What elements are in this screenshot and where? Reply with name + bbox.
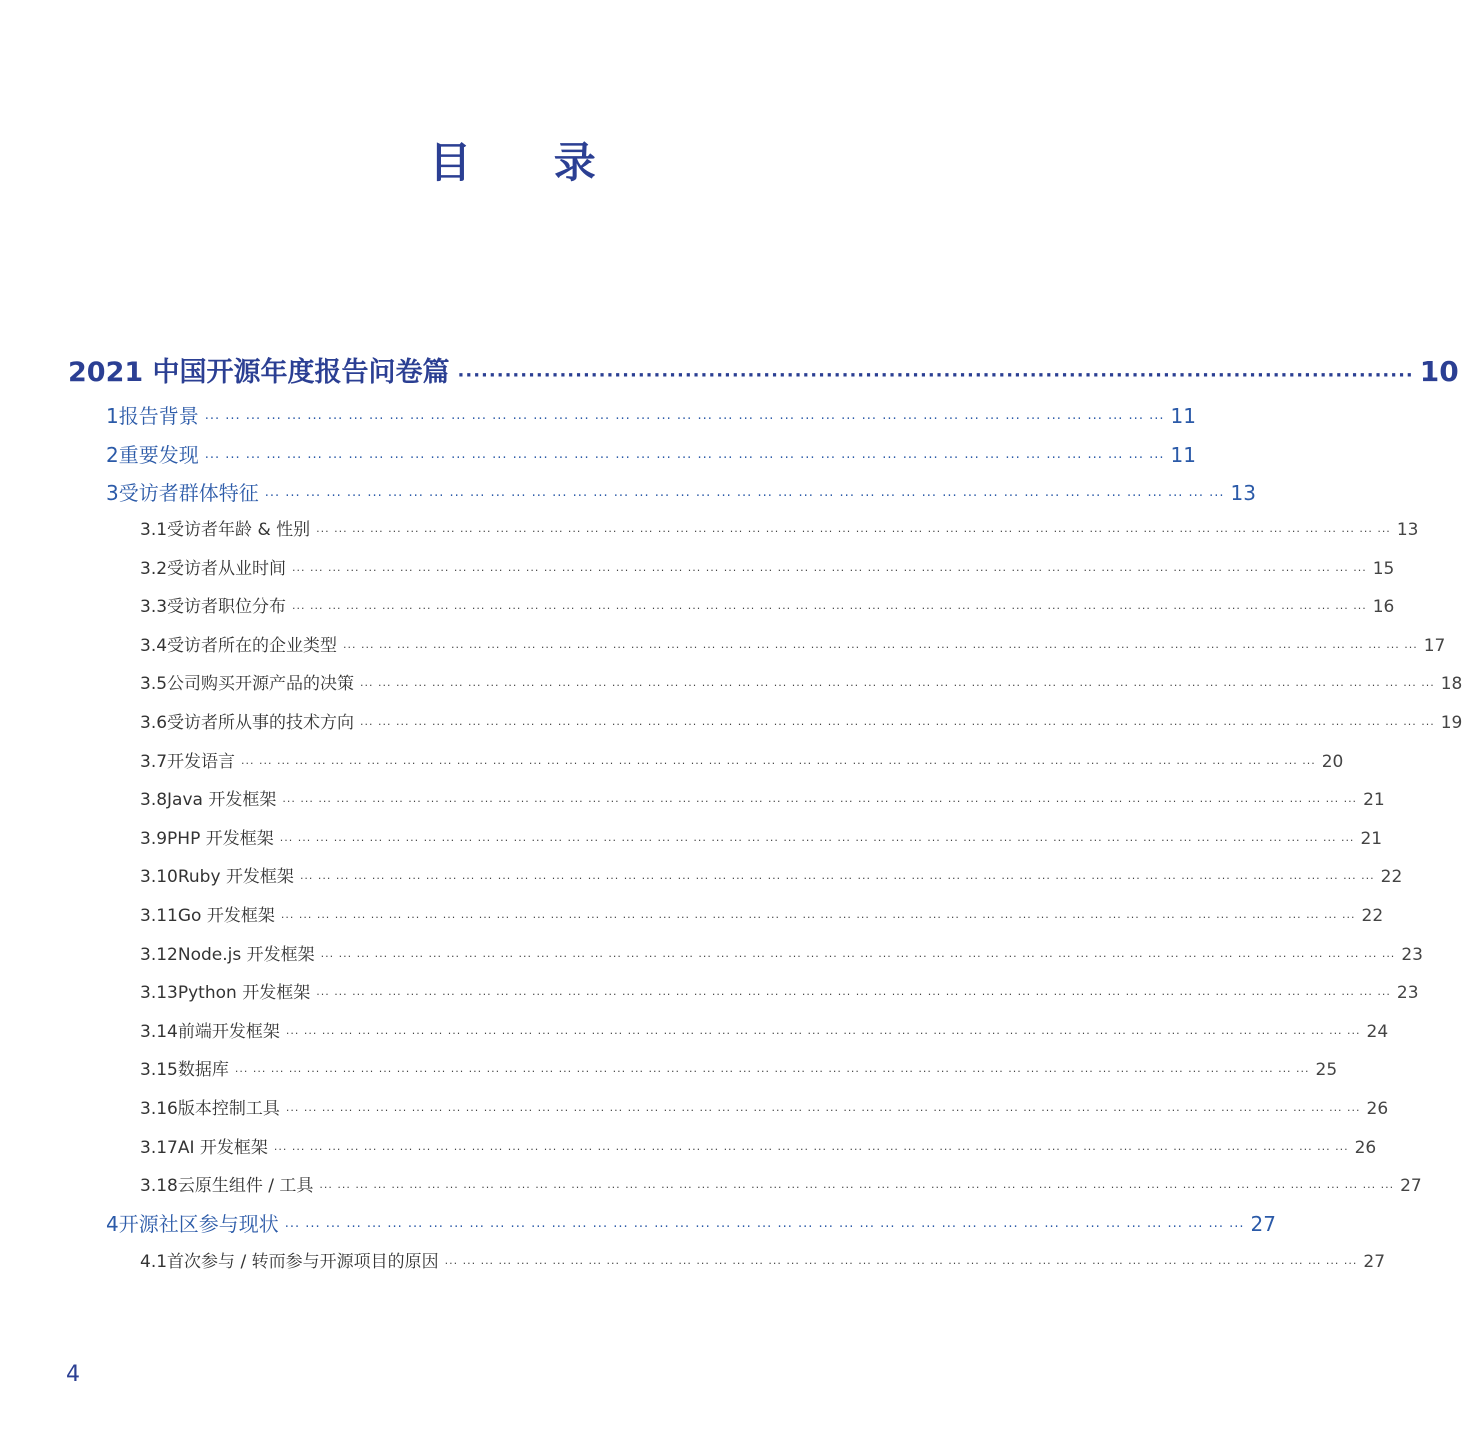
toc-section-number: 3: [106, 481, 119, 505]
toc-subsection-entry[interactable]: [140, 1171, 1422, 1197]
toc-subsection-entry[interactable]: [140, 901, 1384, 927]
toc-subsection-entry[interactable]: [140, 515, 1419, 541]
toc-part-label: 2021 中国开源年度报告问卷篇: [68, 357, 450, 388]
toc-subsection-entry[interactable]: [140, 940, 1423, 966]
toc-leader: ··· ··· ··· ··· ··· ··· ··· ··· ··· ··· ··· ··· ··· ··· ··· ··· ··· ··· ··· ··· ··· ··· ··· ··· ··· ··· ··· ··· ··· ··· ··· ··· ··· ··· ··· ··· ··· ··· ··· ··· ··· ··· ··· ··· ··· ··· ··· ··· ··· ··· ··· ··· ··· ··· ··· ··· ··· ··· ··· ···: [292, 564, 1367, 577]
toc-subsection-label: Ruby 开发框架: [177, 867, 294, 887]
toc-leader: ··· ··· ··· ··· ··· ··· ··· ··· ··· ··· ··· ··· ··· ··· ··· ··· ··· ··· ··· ··· ··· ··· ··· ··· ··· ··· ··· ··· ··· ··· ··· ··· ··· ··· ··· ··· ··· ··· ··· ··· ··· ··· ··· ··· ··· ··· ··· ··· ··· ··· ··· ··· ··· ··· ··· ··· ··· ··· ··· ···: [360, 679, 1435, 692]
toc-leader: ··· ··· ··· ··· ··· ··· ··· ··· ··· ··· ··· ··· ··· ··· ··· ··· ··· ··· ··· ··· ··· ··· ··· ··· ··· ··· ··· ··· ··· ··· ··· ··· ··· ··· ··· ··· ··· ··· ··· ··· ··· ··· ··· ··· ··· ··· ···: [204, 412, 1165, 427]
toc-subsection-number: 3.17: [140, 1138, 178, 1158]
toc-leader: ··· ··· ··· ··· ··· ··· ··· ··· ··· ··· ··· ··· ··· ··· ··· ··· ··· ··· ··· ··· ··· ··· ··· ··· ··· ··· ··· ··· ··· ··· ··· ··· ··· ··· ··· ··· ··· ··· ··· ··· ··· ··· ··· ··· ··· ··· ··· ··· ··· ··· ··· ··· ··· ··· ··· ··· ··· ··· ··· ···: [280, 911, 1356, 924]
toc-subsection-entry[interactable]: [140, 1017, 1389, 1043]
toc-leader: ··· ··· ··· ··· ··· ··· ··· ··· ··· ··· ··· ··· ··· ··· ··· ··· ··· ··· ··· ··· ··· ··· ··· ··· ··· ··· ··· ··· ··· ··· ··· ··· ··· ··· ··· ··· ··· ··· ··· ··· ··· ··· ··· ··· ··· ··· ··· ··· ··· ··· ··· ··· ··· ··· ··· ··· ··· ··· ··· ···: [360, 718, 1435, 731]
toc-section-entry[interactable]: [106, 477, 1256, 507]
toc-section-number: 1: [106, 404, 119, 428]
toc-subsection-number: 3.15: [140, 1060, 178, 1080]
toc-subsection-number: 3.12: [140, 945, 178, 965]
toc-subsection-number: 4.1: [140, 1252, 168, 1272]
toc-subsection-label: 受访者年龄 & 性别: [167, 520, 311, 540]
toc-leader: ··· ··· ··· ··· ··· ··· ··· ··· ··· ··· ··· ··· ··· ··· ··· ··· ··· ··· ··· ··· ··· ··· ··· ··· ··· ··· ··· ··· ··· ··· ··· ··· ··· ··· ··· ··· ··· ··· ··· ··· ··· ··· ··· ··· ··· ··· ··· ··· ··· ··· ··· ··· ··· ··· ··· ··· ··· ··· ··· ···: [234, 1065, 1310, 1078]
toc-page-number: 23: [1401, 945, 1423, 965]
toc-subsection-label: 受访者职位分布: [167, 597, 287, 617]
toc-subsection-entry[interactable]: [140, 1055, 1338, 1081]
toc-page-number: 21: [1363, 790, 1385, 810]
toc-section-entry[interactable]: [106, 400, 1196, 430]
page-title: 目 录: [429, 138, 630, 187]
toc-subsection-label: 开发语言: [167, 752, 236, 772]
toc-page-number: 27: [1400, 1176, 1422, 1196]
toc-section-entry[interactable]: [106, 1208, 1276, 1238]
toc-section-label: 开源社区参与现状: [118, 1212, 279, 1236]
toc-subsection-entry[interactable]: [140, 747, 1344, 773]
toc-subsection-number: 3.14: [140, 1022, 178, 1042]
toc-leader: ··· ··· ··· ··· ··· ··· ··· ··· ··· ··· ··· ··· ··· ··· ··· ··· ··· ··· ··· ··· ··· ··· ··· ··· ··· ··· ··· ··· ··· ··· ··· ··· ··· ··· ··· ··· ··· ··· ··· ··· ··· ··· ··· ··· ··· ··· ··· ··· ··· ··· ··· ··· ··· ··· ··· ··· ··· ··· ··· ···: [343, 641, 1418, 654]
toc-leader: ··· ··· ··· ··· ··· ··· ··· ··· ··· ··· ··· ··· ··· ··· ··· ··· ··· ··· ··· ··· ··· ··· ··· ··· ··· ··· ··· ··· ··· ··· ··· ··· ··· ··· ··· ··· ··· ··· ··· ··· ··· ··· ··· ··· ··· ··· ··· ··· ··· ··· ··· ··· ··· ··· ··· ··· ··· ··· ··· ···: [319, 1181, 1395, 1194]
toc-subsection-label: 首次参与 / 转而参与开源项目的原因: [167, 1252, 439, 1272]
toc-subsection-entry[interactable]: [140, 631, 1446, 657]
toc-leader: ··· ··· ··· ··· ··· ··· ··· ··· ··· ··· ··· ··· ··· ··· ··· ··· ··· ··· ··· ··· ··· ··· ··· ··· ··· ··· ··· ··· ··· ··· ··· ··· ··· ··· ··· ··· ··· ··· ··· ··· ··· ··· ··· ··· ··· ··· ··· ··· ··· ··· ···: [444, 1257, 1358, 1270]
toc-subsection-number: 3.7: [140, 752, 168, 772]
toc-subsection-number: 3.3: [140, 597, 168, 617]
toc-subsection-label: Java 开发框架: [167, 790, 277, 810]
toc-leader: ··· ··· ··· ··· ··· ··· ··· ··· ··· ··· ··· ··· ··· ··· ··· ··· ··· ··· ··· ··· ··· ··· ··· ··· ··· ··· ··· ··· ··· ··· ··· ··· ··· ··· ··· ··· ··· ··· ··· ··· ··· ··· ··· ··· ··· ··· ··· ··· ··· ··· ··· ··· ··· ··· ··· ··· ··· ··· ··· ···: [299, 872, 1375, 885]
toc-leader: ··· ··· ··· ··· ··· ··· ··· ··· ··· ··· ··· ··· ··· ··· ··· ··· ··· ··· ··· ··· ··· ··· ··· ··· ··· ··· ··· ··· ··· ··· ··· ··· ··· ··· ··· ··· ··· ··· ··· ··· ··· ··· ··· ··· ··· ··· ··· ··· ··· ··· ··· ··· ··· ··· ··· ··· ··· ··· ··· ···: [316, 525, 1391, 538]
toc-page-number: 27: [1363, 1252, 1386, 1272]
toc-part-entry[interactable]: [68, 350, 1459, 390]
toc-leader: ··· ··· ··· ··· ··· ··· ··· ··· ··· ··· ··· ··· ··· ··· ··· ··· ··· ··· ··· ··· ··· ··· ··· ··· ··· ··· ··· ··· ··· ··· ··· ··· ··· ··· ··· ··· ··· ··· ··· ··· ··· ··· ··· ··· ··· ··· ···: [264, 489, 1225, 504]
toc-subsection-label: 受访者从业时间: [167, 559, 287, 579]
toc-page-number: 11: [1170, 443, 1196, 467]
toc-subsection-number: 3.1: [140, 520, 168, 540]
toc-subsection-label: 云原生组件 / 工具: [177, 1176, 314, 1196]
page-number: 4: [66, 1362, 80, 1387]
toc-subsection-label: PHP 开发框架: [167, 829, 274, 849]
toc-subsection-number: 3.8: [140, 790, 168, 810]
toc-subsection-entry[interactable]: [140, 669, 1462, 695]
toc-leader: ··· ··· ··· ··· ··· ··· ··· ··· ··· ··· ··· ··· ··· ··· ··· ··· ··· ··· ··· ··· ··· ··· ··· ··· ··· ··· ··· ··· ··· ··· ··· ··· ··· ··· ··· ··· ··· ··· ··· ··· ··· ··· ··· ··· ··· ··· ··· ··· ··· ··· ··· ··· ··· ··· ··· ··· ··· ··· ··· ···: [292, 602, 1367, 615]
toc-page-number: 26: [1366, 1099, 1389, 1119]
toc-leader: ··························································································································: [457, 365, 1414, 386]
toc-subsection-entry[interactable]: [140, 862, 1403, 888]
toc-page-number: 11: [1170, 404, 1196, 428]
toc-subsection-number: 3.18: [140, 1176, 178, 1196]
toc-subsection-label: 数据库: [177, 1060, 229, 1080]
toc-section-label: 报告背景: [118, 404, 199, 428]
toc-section-label: 重要发现: [118, 443, 199, 467]
toc-page-number: 24: [1366, 1022, 1389, 1042]
toc-page-number: 22: [1380, 867, 1403, 887]
toc-leader: ··· ··· ··· ··· ··· ··· ··· ··· ··· ··· ··· ··· ··· ··· ··· ··· ··· ··· ··· ··· ··· ··· ··· ··· ··· ··· ··· ··· ··· ··· ··· ··· ··· ··· ··· ··· ··· ··· ··· ··· ··· ··· ··· ··· ··· ··· ··· ··· ··· ··· ··· ··· ··· ··· ··· ··· ··· ··· ··· ···: [282, 795, 1358, 808]
toc-subsection-entry[interactable]: [140, 708, 1462, 734]
toc-subsection-number: 3.6: [140, 713, 168, 733]
toc-section-number: 4: [106, 1212, 119, 1236]
toc-subsection-entry[interactable]: [140, 1247, 1386, 1273]
toc-subsection-label: Python 开发框架: [177, 983, 311, 1003]
toc-page-number: 21: [1360, 829, 1383, 849]
toc-page-number: 13: [1396, 520, 1419, 540]
toc-section-label: 受访者群体特征: [118, 481, 259, 505]
toc-leader: ··· ··· ··· ··· ··· ··· ··· ··· ··· ··· ··· ··· ··· ··· ··· ··· ··· ··· ··· ··· ··· ··· ··· ··· ··· ··· ··· ··· ··· ··· ··· ··· ··· ··· ··· ··· ··· ··· ··· ··· ··· ··· ··· ··· ··· ··· ··· ··· ··· ··· ··· ··· ··· ··· ··· ··· ··· ··· ··· ···: [285, 1027, 1361, 1040]
toc-leader: ··· ··· ··· ··· ··· ··· ··· ··· ··· ··· ··· ··· ··· ··· ··· ··· ··· ··· ··· ··· ··· ··· ··· ··· ··· ··· ··· ··· ··· ··· ··· ··· ··· ··· ··· ··· ··· ··· ··· ··· ··· ··· ··· ··· ··· ··· ··· ··· ··· ··· ··· ··· ··· ··· ··· ··· ··· ··· ··· ···: [316, 988, 1391, 1001]
toc-page-number: 22: [1361, 906, 1384, 926]
toc-subsection-label: Go 开发框架: [177, 906, 275, 926]
toc-page-number: 15: [1372, 559, 1395, 579]
toc-leader: ··· ··· ··· ··· ··· ··· ··· ··· ··· ··· ··· ··· ··· ··· ··· ··· ··· ··· ··· ··· ··· ··· ··· ··· ··· ··· ··· ··· ··· ··· ··· ··· ··· ··· ··· ··· ··· ··· ··· ··· ··· ··· ··· ··· ··· ··· ··· ··· ··· ··· ··· ··· ··· ··· ··· ··· ··· ··· ··· ···: [285, 1104, 1361, 1117]
toc-leader: ··· ··· ··· ··· ··· ··· ··· ··· ··· ··· ··· ··· ··· ··· ··· ··· ··· ··· ··· ··· ··· ··· ··· ··· ··· ··· ··· ··· ··· ··· ··· ··· ··· ··· ··· ··· ··· ··· ··· ··· ··· ··· ··· ··· ··· ··· ··· ··· ··· ··· ··· ··· ··· ··· ··· ··· ··· ··· ··· ···: [273, 1143, 1349, 1156]
toc-subsection-number: 3.13: [140, 983, 178, 1003]
toc-page-number: 23: [1396, 983, 1419, 1003]
toc-subsection-label: 前端开发框架: [177, 1022, 280, 1042]
toc-subsection-number: 3.5: [140, 674, 168, 694]
toc-subsection-number: 3.4: [140, 636, 168, 656]
toc-subsection-entry[interactable]: [140, 785, 1385, 811]
toc-leader: ··· ··· ··· ··· ··· ··· ··· ··· ··· ··· ··· ··· ··· ··· ··· ··· ··· ··· ··· ··· ··· ··· ··· ··· ··· ··· ··· ··· ··· ··· ··· ··· ··· ··· ··· ··· ··· ··· ··· ··· ··· ··· ··· ··· ··· ··· ··· ··· ··· ··· ··· ··· ··· ··· ··· ··· ··· ··· ··· ···: [241, 757, 1316, 770]
toc-subsection-entry[interactable]: [140, 1133, 1377, 1159]
toc-page-number: 16: [1372, 597, 1395, 617]
toc-page-number: 18: [1440, 674, 1462, 694]
toc-page-number: 17: [1423, 636, 1446, 656]
toc-subsection-entry[interactable]: [140, 978, 1419, 1004]
toc-page-number: 26: [1354, 1138, 1377, 1158]
toc-page-number: 13: [1230, 481, 1256, 505]
toc-subsection-entry[interactable]: [140, 824, 1383, 850]
toc-leader: ··· ··· ··· ··· ··· ··· ··· ··· ··· ··· ··· ··· ··· ··· ··· ··· ··· ··· ··· ··· ··· ··· ··· ··· ··· ··· ··· ··· ··· ··· ··· ··· ··· ··· ··· ··· ··· ··· ··· ··· ··· ··· ··· ··· ··· ··· ···: [204, 451, 1165, 466]
toc-leader: ··· ··· ··· ··· ··· ··· ··· ··· ··· ··· ··· ··· ··· ··· ··· ··· ··· ··· ··· ··· ··· ··· ··· ··· ··· ··· ··· ··· ··· ··· ··· ··· ··· ··· ··· ··· ··· ··· ··· ··· ··· ··· ··· ··· ··· ··· ··· ··· ··· ··· ··· ··· ··· ··· ··· ··· ··· ··· ··· ···: [279, 834, 1355, 847]
toc-leader: ··· ··· ··· ··· ··· ··· ··· ··· ··· ··· ··· ··· ··· ··· ··· ··· ··· ··· ··· ··· ··· ··· ··· ··· ··· ··· ··· ··· ··· ··· ··· ··· ··· ··· ··· ··· ··· ··· ··· ··· ··· ··· ··· ··· ··· ··· ···: [284, 1220, 1245, 1235]
toc-subsection-label: AI 开发框架: [177, 1138, 268, 1158]
toc-subsection-number: 3.10: [140, 867, 178, 887]
toc-subsection-entry[interactable]: [140, 592, 1395, 618]
toc-subsection-label: 受访者所在的企业类型: [167, 636, 338, 656]
toc-subsection-label: 版本控制工具: [177, 1099, 280, 1119]
toc-page-number: 19: [1440, 713, 1462, 733]
toc-section-number: 2: [106, 443, 119, 467]
toc-leader: ··· ··· ··· ··· ··· ··· ··· ··· ··· ··· ··· ··· ··· ··· ··· ··· ··· ··· ··· ··· ··· ··· ··· ··· ··· ··· ··· ··· ··· ··· ··· ··· ··· ··· ··· ··· ··· ··· ··· ··· ··· ··· ··· ··· ··· ··· ··· ··· ··· ··· ··· ··· ··· ··· ··· ··· ··· ··· ··· ···: [320, 950, 1396, 963]
toc-subsection-number: 3.16: [140, 1099, 178, 1119]
toc-subsection-entry[interactable]: [140, 554, 1395, 580]
toc-subsection-label: 公司购买开源产品的决策: [167, 674, 355, 694]
toc-page-number: 25: [1315, 1060, 1338, 1080]
toc-subsection-number: 3.2: [140, 559, 168, 579]
toc-page-number: 10: [1419, 355, 1459, 388]
toc-subsection-label: Node.js 开发框架: [177, 945, 315, 965]
toc-subsection-entry[interactable]: [140, 1094, 1389, 1120]
toc-section-entry[interactable]: [106, 439, 1196, 469]
toc-subsection-number: 3.9: [140, 829, 168, 849]
toc-page-number: 20: [1321, 752, 1344, 772]
toc-subsection-label: 受访者所从事的技术方向: [167, 713, 355, 733]
toc-page-number: 27: [1250, 1212, 1276, 1236]
toc-subsection-number: 3.11: [140, 906, 178, 926]
